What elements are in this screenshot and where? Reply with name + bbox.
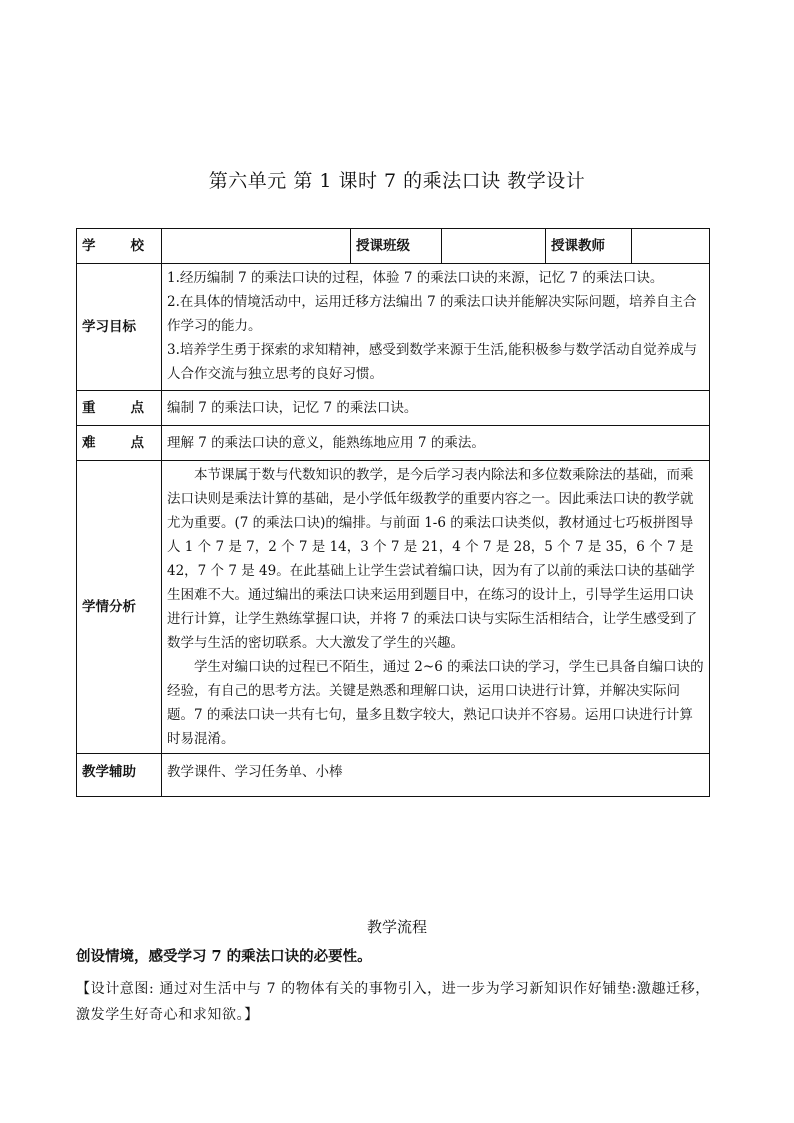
key-point-row [77, 391, 710, 426]
section-title: 教学流程 [366, 918, 427, 936]
key-label-char-2: 点 [130, 400, 144, 416]
analysis-paragraph: 本节课属于数与代数知识的教学，是今后学习表内除法和多位数乘除法的基础，而乘法口诀则是乘法计算的基础，是小学低年级教学的重要内容之一。因此乘法口诀的教学就尤为重要。(7 的乘法口诀)的编排。与前面 1-6 的乘法口诀类似，教材通过七巧板拼图导人 1 个 7 是 7，2 个 7 是 14，3 个 7 是 21，4 个 7 是 28，5 个 7 是 35，6 个 7 是 42，7 个 7 是 49。在此基础上让学生尝试着编口诀，因为有了以前的乘法口诀的基础学生困难不大。通过编出的乘法口诀来运用到题目中，在练习的设计上，引导学生运用口诀进行计算，让学生熟练掌握口诀，并将 7 的乘法口诀与实际生活相结合，让学生感受到了数学与生活的密切联系。大大激发了学生的兴趣。 [167, 467, 698, 651]
aid-value: 教学课件、学习任务单、小棒 [162, 754, 710, 797]
goal-item: 2.在具体的情境活动中，运用迁移方法编出 7 的乘法口诀并能解决实际问题，培养自主合作学习的能力。 [167, 294, 697, 334]
aid-row [77, 754, 710, 797]
goals-label: 学习目标 [77, 264, 162, 391]
analysis-label: 学情分析 [77, 461, 162, 754]
difficulty-label-char-2: 点 [130, 435, 144, 451]
key-point-label [77, 391, 162, 426]
goals-row [77, 264, 710, 391]
key-point-value: 编制 7 的乘法口诀，记忆 7 的乘法口诀。 [162, 391, 710, 426]
lesson-plan-table [76, 228, 710, 797]
analysis-paragraph: 学生对编口诀的过程已不陌生，通过 2~6 的乘法口诀的学习，学生已具备自编口诀的经验，有自己的思考方法。关键是熟悉和理解口诀，运用口诀进行计算，并解决实际问题。7 的乘法口诀一共有七句，量多且数字较大，熟记口诀并不容易。运用口诀进行计算时易混淆。 [167, 659, 704, 747]
class-label: 授课班级 [351, 229, 442, 264]
teacher-value[interactable] [632, 229, 710, 264]
school-value[interactable] [162, 229, 351, 264]
class-value[interactable] [442, 229, 546, 264]
aid-label: 教学辅助 [77, 754, 162, 797]
difficulty-value: 理解 7 的乘法口诀的意义，能熟练地应用 7 的乘法。 [162, 426, 710, 461]
difficulty-label-char-1: 难 [82, 435, 96, 451]
page-title: 第六单元 第 1 课时 7 的乘法口诀 教学设计 [208, 170, 586, 192]
goal-item: 1.经历编制 7 的乘法口诀的过程，体验 7 的乘法口诀的来源，记忆 7 的乘法口诀。 [167, 270, 664, 286]
analysis-content [162, 461, 710, 754]
difficulty-row [77, 426, 710, 461]
design-intent: 【设计意图: 通过对生活中与 7 的物体有关的事物引入，进一步为学习新知识作好铺垫:激趣迁移，激发学生好奇心和求知欲。】 [76, 981, 710, 1023]
step-title: 创设情境，感受学习 7 的乘法口诀的必要性。 [76, 948, 372, 965]
goal-item: 3.培养学生勇于探索的求知精神，感受到数学来源于生活,能积极参与数学活动自觉养成与人合作交流与独立思考的良好习惯。 [167, 342, 698, 382]
info-row [77, 229, 710, 264]
school-label-char-2: 校 [130, 238, 144, 254]
difficulty-label [77, 426, 162, 461]
teacher-label: 授课教师 [546, 229, 632, 264]
school-label-char-1: 学 [82, 238, 96, 254]
school-label [77, 229, 162, 264]
goals-content [162, 264, 710, 391]
analysis-row [77, 461, 710, 754]
key-label-char-1: 重 [82, 400, 96, 416]
